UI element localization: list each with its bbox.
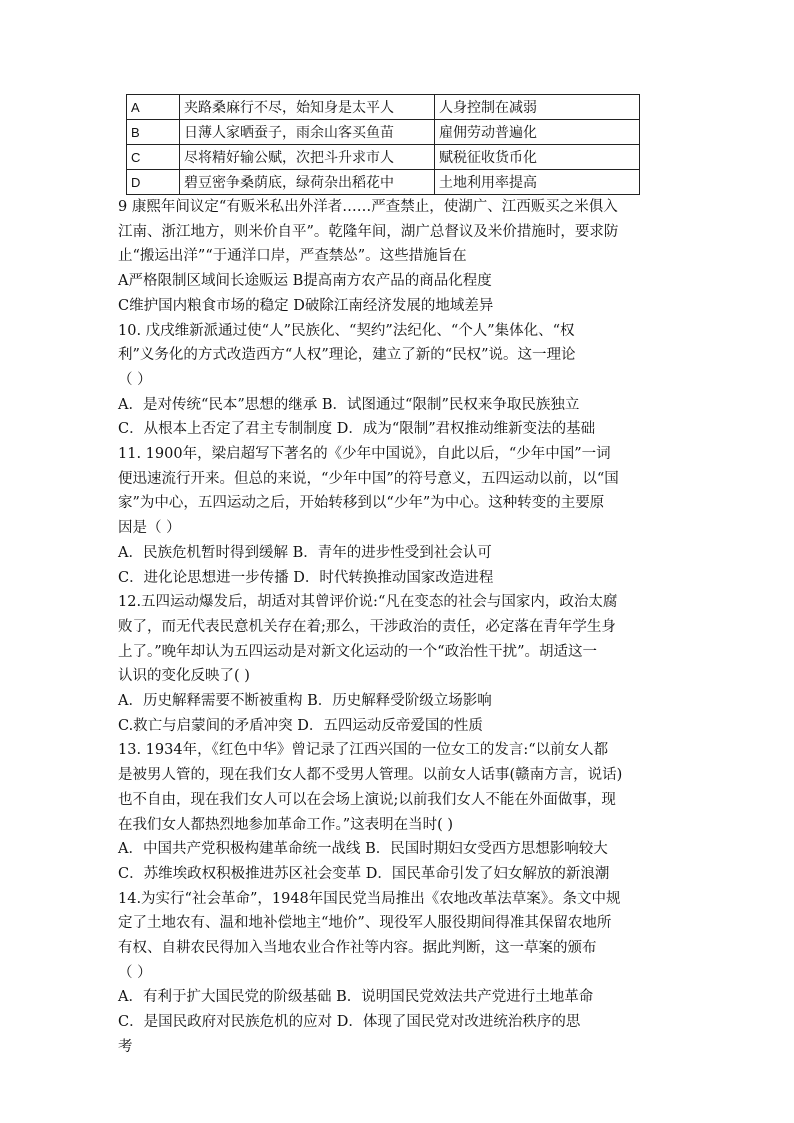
text-line: A．有利于扩大国民党的阶级基础 B．说明国民党效法共产党进行土地革命	[118, 989, 594, 1006]
interpretation-cell: 人身控制在减弱	[435, 95, 640, 120]
option-letter: D	[127, 170, 180, 195]
poem-cell: 尽将精好输公赋，次把斗升求市人	[180, 145, 435, 170]
table-row	[127, 95, 640, 120]
text-line: A．历史解释需要不断被重构 B．历史解释受阶级立场影响	[118, 693, 492, 709]
option-letter: B	[127, 120, 180, 145]
table-row	[127, 145, 640, 170]
options-table	[126, 94, 640, 195]
text-line: A．是对传统“民本”思想的继承 B．试图通过“限制”民权来争取民族独立	[118, 396, 580, 413]
text-line: C．是国民政府对民族危机的应对 D．体现了国民党对改进统治秩序的思	[118, 1014, 581, 1031]
text-line: 利”义务化的方式改造西方“人权”理论，建立了新的“民权”说。这一理论	[118, 347, 576, 364]
text-line: （ ）	[118, 964, 152, 981]
text-line: A严格限制区域间长途贩运 B提高南方农产品的商品化程度	[118, 273, 492, 290]
text-line: 上了。”晚年却认为五四运动是对新文化运动的一个“政治性干扰”。胡适这一	[118, 643, 597, 660]
poem-cell: 夹路桑麻行不尽，始知身是太平人	[180, 95, 435, 120]
text-line: 江南、浙江地方，则米价自平”。乾隆年间，湖广总督议及米价措施时，要求防	[118, 223, 619, 240]
table-row	[127, 170, 640, 195]
text-line: 是被男人管的，现在我们女人都不受男人管理。以前女人话事(赣南方言，说话)	[118, 767, 623, 784]
text-line: C．从根本上否定了君主专制制度 D．成为“限制”君权推动维新变法的基础	[118, 421, 596, 438]
text-line: （ ）	[118, 371, 152, 388]
interpretation-cell: 赋税征收货币化	[435, 145, 640, 170]
interpretation-cell: 雇佣劳动普遍化	[435, 120, 640, 145]
text-line: A．民族危机暂时得到缓解 B．青年的进步性受到社会认可	[118, 544, 492, 561]
text-line: 13. 1934年，《红色中华》曾记录了江西兴国的一位女工的发言:“以前女人都	[118, 742, 609, 759]
text-line: 也不自由，现在我们女人可以在会场上演说;以前我们女人不能在外面做事，现	[118, 791, 616, 808]
text-line: 败了，而无代表民意机关存在着;那么，干涉政治的责任，必定落在青年学生身	[118, 618, 616, 635]
text-line: 10. 戊戌维新派通过使“人”民族化、“契约”法纪化、“个人”集体化、“权	[118, 322, 575, 339]
text-line: 14.为实行“社会革命”，1948年国民党当局推出《农地改革法草案》。条文中规	[118, 890, 621, 907]
text-line: 9 康熙年间议定“有贩米私出外洋者……严查禁止，使湖广、江西贩买之米俱入	[118, 199, 618, 215]
text-line: 家”为中心，五四运动之后，开始转移到以“少年”为中心。这种转变的主要原	[118, 495, 605, 512]
text-line: 认识的变化反映了( )	[118, 668, 250, 685]
text-line: 有权、自耕农民得加入当地农业合作社等内容。据此判断，这一草案的颁布	[118, 940, 597, 956]
text-line: 考	[118, 1038, 133, 1055]
text-line: 止“搬运出洋”“于通洋口岸，严查禁怂”。这些措施旨在	[118, 248, 467, 265]
text-line: 便迅速流行开来。但总的来说，“少年中国”的符号意义，五四运动以前，以“国	[118, 470, 619, 487]
text-line: 因是（ ）	[118, 520, 181, 537]
text-line: 在我们女人都热烈地参加革命工作。”这表明在当时( )	[118, 816, 454, 833]
text-line: C．苏维埃政权积极推进苏区社会变革 D．国民革命引发了妇女解放的新浪潮	[118, 865, 610, 882]
poem-cell: 日薄人家晒蚕子，雨余山客买鱼苗	[180, 120, 435, 145]
interpretation-cell: 土地利用率提高	[435, 170, 640, 195]
option-letter: A	[127, 95, 180, 120]
text-line: 定了土地农有、温和地补偿地主“地价”、现役军人服役期间得准其保留农地所	[118, 915, 612, 932]
text-line: C.救亡与启蒙间的矛盾冲突 D．五四运动反帝爱国的性质	[118, 717, 483, 734]
option-letter: C	[127, 145, 180, 170]
text-line: C维护国内粮食市场的稳定 D破除江南经济发展的地域差异	[118, 297, 494, 314]
table-row	[127, 120, 640, 145]
text-line: 12.五四运动爆发后，胡适对其曾评价说:“凡在变态的社会与国家内，政治太腐	[118, 594, 618, 611]
text-line: A．中国共产党积极构建革命统一战线 B．民国时期妇女受西方思想影响较大	[118, 841, 608, 858]
text-line: C．进化论思想进一步传播 D．时代转换推动国家改造进程	[118, 569, 494, 586]
poem-cell: 碧豆密争桑荫底，绿荷杂出稻花中	[180, 170, 435, 195]
text-line: 11. 1900年，梁启超写下著名的《少年中国说》，自此以后，“少年中国”一词	[118, 446, 611, 462]
